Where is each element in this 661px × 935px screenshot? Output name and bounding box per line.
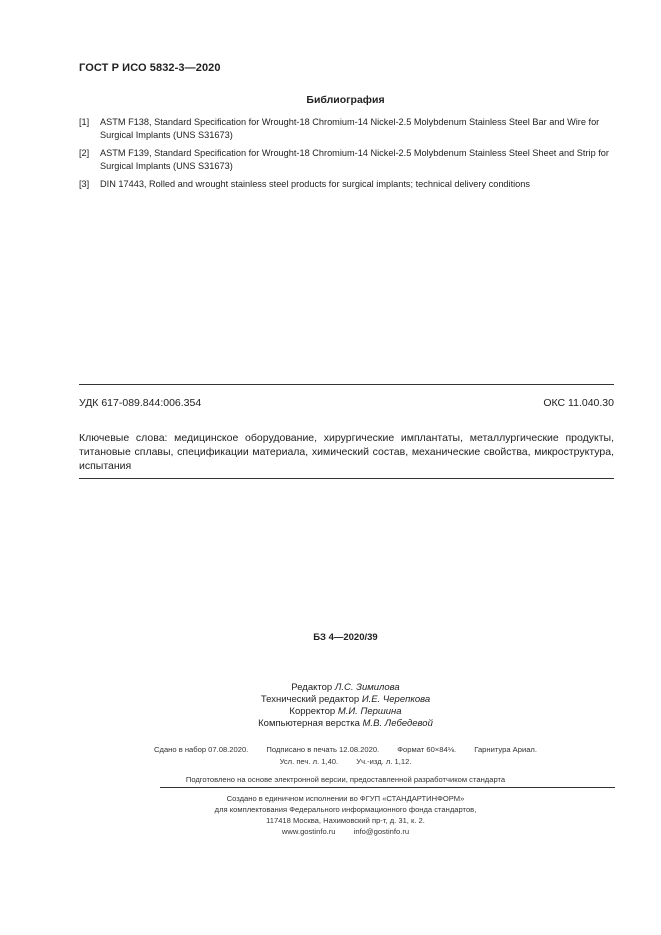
bz-number: БЗ 4—2020/39 (313, 632, 378, 643)
imprint-typeface: Гарнитура Ариал. (474, 745, 537, 754)
imprint-line (0, 744, 661, 755)
publisher-line: для комплектования Федерального информационного фонда стандартов, (214, 805, 477, 814)
staff-name: И.Е. Черепкова (361, 694, 431, 705)
staff-line (30, 706, 661, 718)
staff-line (30, 682, 661, 694)
divider (79, 478, 614, 479)
imprint-format: Формат 60×84⅛. (397, 745, 457, 754)
staff-line (30, 694, 661, 706)
imprint-pub-sheets: Уч.-изд. л. 1,12. (356, 757, 412, 766)
staff-name: Л.С. Зимилова (334, 682, 400, 693)
bibliography-item-number: [3] (79, 179, 90, 189)
publisher-block (0, 793, 661, 837)
staff-line (30, 718, 661, 730)
bibliography-item-text: ASTM F138, Standard Specification for Wrought-18 Chromium-14 Nickel-2.5 Molybdenum Stainless Steel Bar and Wire for Surgical Implants (UNS S31673) (100, 117, 600, 140)
bibliography-item-number: [1] (79, 117, 90, 127)
staff-role: Корректор (289, 706, 336, 717)
bibliography-item-text: DIN 17443, Rolled and wrought stainless steel products for surgical implants; technical delivery conditions (100, 179, 530, 189)
bibliography-item (79, 147, 614, 173)
bibliography-item (79, 116, 614, 142)
publisher-contacts (30, 826, 661, 837)
imprint-submitted: Сдано в набор 07.08.2020. (154, 745, 249, 754)
imprint-prepared: Подготовлено на основе электронной версии, предоставленной разработчиком стандарта (185, 775, 506, 784)
staff-list (0, 682, 661, 730)
oks-code: ОКС 11.040.30 (543, 397, 614, 409)
publisher-address: 117418 Москва, Нахимовский пр-т, д. 31, к. 2. (266, 816, 425, 825)
imprint-print-sheets: Усл. печ. л. 1,40. (279, 757, 339, 766)
imprint-line (0, 756, 661, 767)
udk-code: УДК 617-089.844:006.354 (79, 397, 202, 409)
publisher-line: Создано в единичном исполнении во ФГУП «СТАНДАРТИНФОРМ» (226, 794, 465, 803)
document-code: ГОСТ Р ИСО 5832-3—2020 (79, 62, 221, 74)
publisher-website-link[interactable]: www.gostinfo.ru (281, 827, 336, 836)
bibliography-item (79, 178, 614, 191)
divider (160, 787, 615, 788)
staff-role: Технический редактор (260, 694, 360, 705)
publisher-email-link[interactable]: info@gostinfo.ru (353, 827, 410, 836)
staff-role: Редактор (291, 682, 333, 693)
staff-role: Компьютерная верстка (258, 718, 360, 729)
divider (79, 384, 614, 385)
bibliography-item-number: [2] (79, 148, 90, 158)
bibliography-item-text: ASTM F139, Standard Specification for Wrought-18 Chromium-14 Nickel-2.5 Molybdenum Stainless Steel Sheet and Strip for Surgical Implants (UNS S31673) (100, 148, 609, 171)
imprint-signed: Подписано в печать 12.08.2020. (266, 745, 380, 754)
staff-name: М.В. Лебедевой (362, 718, 433, 729)
bibliography-title: Библиография (306, 94, 385, 106)
staff-name: М.И. Першина (337, 706, 402, 717)
keywords: Ключевые слова: медицинское оборудование, хирургические имплантаты, металлургические продукты, титановые сплавы, спецификации материала, химический состав, механические свойства, микроструктура, испытания (79, 432, 614, 472)
